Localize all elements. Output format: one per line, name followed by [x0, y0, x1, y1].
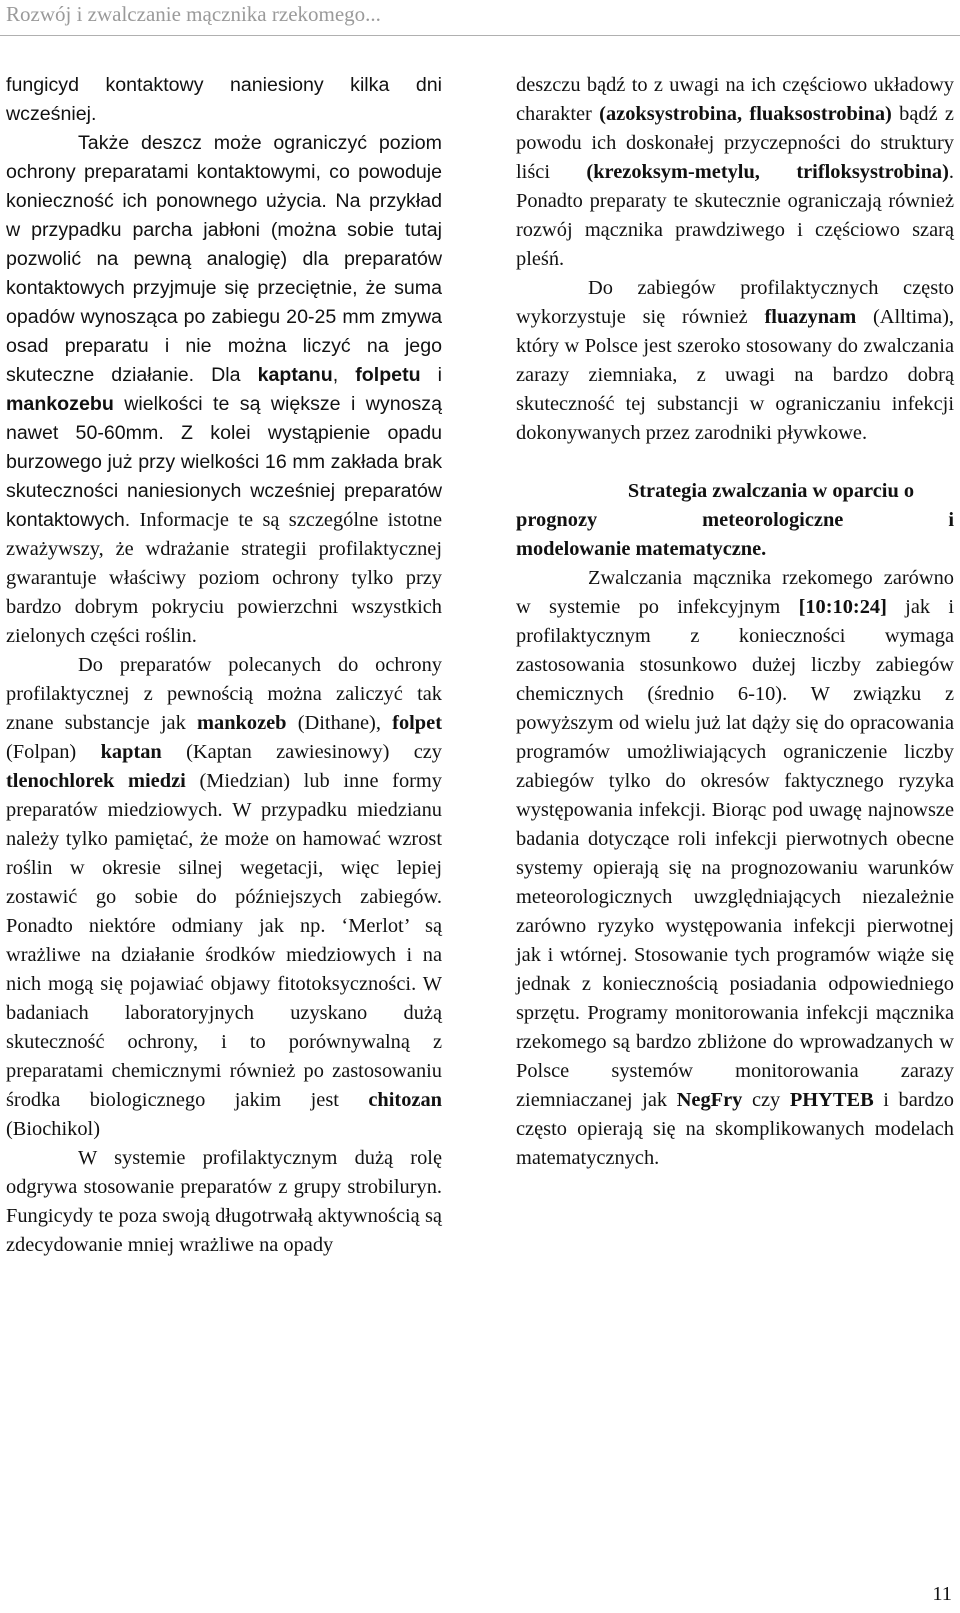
text-run: i bardzo często opierają się na skomplikowanych modelach matematycznych.: [516, 1089, 954, 1169]
term-kaptan: kaptanu: [257, 364, 333, 386]
term-negfry: NegFry: [676, 1089, 743, 1111]
page-number: 11: [932, 1583, 952, 1605]
text-run: Do preparatów polecanych do ochrony profilaktycznej z pewnością można zaliczyć tak znane substancje jak: [6, 654, 442, 734]
paragraph-strategy: [516, 564, 954, 1173]
term-10-10-24: [10:10:24]: [798, 596, 887, 618]
term-mankozeb: mankozeb: [197, 712, 287, 734]
text-run: (Dithane),: [286, 712, 393, 734]
term-azoksystrobina: (azoksystrobina, fluaksostrobina): [599, 103, 892, 125]
text-run: (Biochikol): [6, 1118, 101, 1140]
term-phyteb: PHYTEB: [789, 1089, 874, 1111]
text-run: Także deszcz może ograniczyć poziom ochrony preparatami kontaktowymi, co powoduje konieczność ich ponownego użycia.: [6, 132, 442, 212]
paragraph-continuation: [6, 71, 442, 129]
text-run: i: [420, 364, 443, 386]
text-run: Do zabiegów profilaktycznych często wykorzystuje się również: [516, 277, 954, 328]
heading-line: Strategia zwalczania w oparciu o: [627, 480, 915, 502]
text-run: . Ponadto preparaty te skutecznie ograniczają również rozwój mącznika prawdziwego i częściowo szarą pleśń.: [516, 161, 954, 270]
text-run: (Alltima), który w Polsce jest szeroko stosowany do zwalczania zarazy ziemniaka, z uwagi na bardzo dobrą skuteczność tej substancji w ograniczaniu infekcji dokonywanych przez zarodniki pływkowe.: [516, 306, 954, 444]
text-run: bądź z powodu ich doskonałej przyczepności do struktury liści: [516, 103, 954, 183]
paragraph-fluazynam: [516, 274, 954, 448]
term-folpet: folpetu: [355, 364, 421, 386]
page-header: [0, 0, 960, 33]
text-run: (Kaptan zawiesinowy) czy: [161, 741, 442, 763]
text-run: deszczu bądź to z uwagi na ich częściowo układowy charakter: [516, 74, 954, 125]
text-run: fungicyd kontaktowy naniesiony kilka dni wcześniej.: [6, 74, 442, 125]
text-run: wielkości te są większe i wynoszą nawet 50-60mm. Z kolei wystąpienie opadu burzowego już przy wielkości 16 mm zakłada brak skuteczności naniesionych wcześniej preparatów kontaktowych.: [6, 393, 442, 531]
section-heading: [516, 477, 954, 564]
text-run: jak i profilaktycznym z konieczności wymaga zastosowania stosunkowo dużej liczby zabiegów chemicznych (średnio 6-10). W związku z powyższym od wielu już lat dąży się do opracowania programów umożliwiających ograniczenie liczby zabiegów tylko do okresów faktycznego ryzyka występowania infekcji. Biorąc pod uwagę najnowsze badania dotyczące roli infekcji pierwotnych obecne systemy opierają się na prognozowaniu warunków meteorologicznych uwzględniających niezależnie zarówno ryzyko występowania infekcji pierwotnej jak i wtórnej. Stosowanie tych programów wiąże się jednak z koniecznością posiadania odpowiedniego sprzętu. Programy monitorowania infekcji mącznika rzekomego są bardzo zbliżone do wprowadzanych w Polsce systemów monitorowania zarazy ziemniaczanej jak: [516, 596, 954, 1111]
text-run: Dla: [194, 364, 258, 386]
right-column: [516, 71, 954, 1173]
paragraph-strobilurins: [6, 1144, 442, 1260]
term-krezoksym-metylu: (krezoksym-metylu, trifloksystrobina): [586, 161, 949, 183]
term-mankozeb: mankozebu: [6, 393, 114, 415]
text-run: W systemie profilaktycznym dużą rolę odgrywa stosowanie preparatów z grupy strobiluryn. Fungicydy te poza swoją długotrwałą aktywnością są zdecydowanie mniej wrażliwe na opady: [6, 1147, 442, 1256]
term-fluazynam: fluazynam: [764, 306, 857, 328]
header-divider: [0, 35, 960, 36]
term-tlenochlorek-miedzi: tlenochlorek miedzi: [6, 770, 186, 792]
term-kaptan: kaptan: [100, 741, 162, 763]
text-run: Na przykład w przypadku parcha jabłoni (można sobie tutaj pozwolić na pewną analogię) dla preparatów kontaktowych przyjmuje się przeciętnie, że suma opadów wynosząca po zabiegu 20-25 mm zmywa osad preparatu i nie można liczyć na jego skuteczne działanie.: [6, 190, 442, 386]
running-title: Rozwój i zwalczanie mącznika rzekomego...: [6, 2, 381, 26]
heading-line: modelowanie matematyczne.: [516, 538, 767, 560]
left-column: [6, 71, 442, 1260]
paragraph-recommended-preparations: [6, 651, 442, 1144]
text-run: Informacje te są szczególne istotne zważywszy, że wdrażanie strategii profilaktycznej gwarantuje właściwy poziom ochrony tylko przy bardzo dobrym pokryciu powierzchni wszystkich zielonych części roślin.: [6, 509, 442, 647]
term-folpet: folpet: [392, 712, 442, 734]
text-run: ,: [332, 364, 356, 386]
paragraph-strobilurins-continued: [516, 71, 954, 274]
text-run: (Folpan): [6, 741, 101, 763]
text-run: (Miedzian) lub inne formy preparatów miedziowych. W przypadku miedzianu należy tylko pamiętać, że może on hamować wzrost roślin w okresie silnej wegetacji, więc lepiej zostawić go sobie do późniejszych zabiegów. Ponadto niektóre odmiany jak np. ‘Merlot’ są wrażliwe na działanie środków miedziowych i na nich mogą się pojawiać objawy fitotoksyczności. W badaniach laboratoryjnych uzyskano dużą skuteczność ochrony, i to porównywalną z preparatami chemicznymi również po zastosowaniu środka biologicznego jakim jest: [6, 770, 442, 1111]
text-run: Zwalczania mącznika rzekomego zarówno w systemie po infekcyjnym: [516, 567, 954, 618]
term-chitozan: chitozan: [368, 1089, 442, 1111]
text-run: czy: [742, 1089, 790, 1111]
paragraph-rain-washoff: [6, 129, 442, 651]
heading-line: prognozy meteorologiczne i: [516, 509, 954, 531]
